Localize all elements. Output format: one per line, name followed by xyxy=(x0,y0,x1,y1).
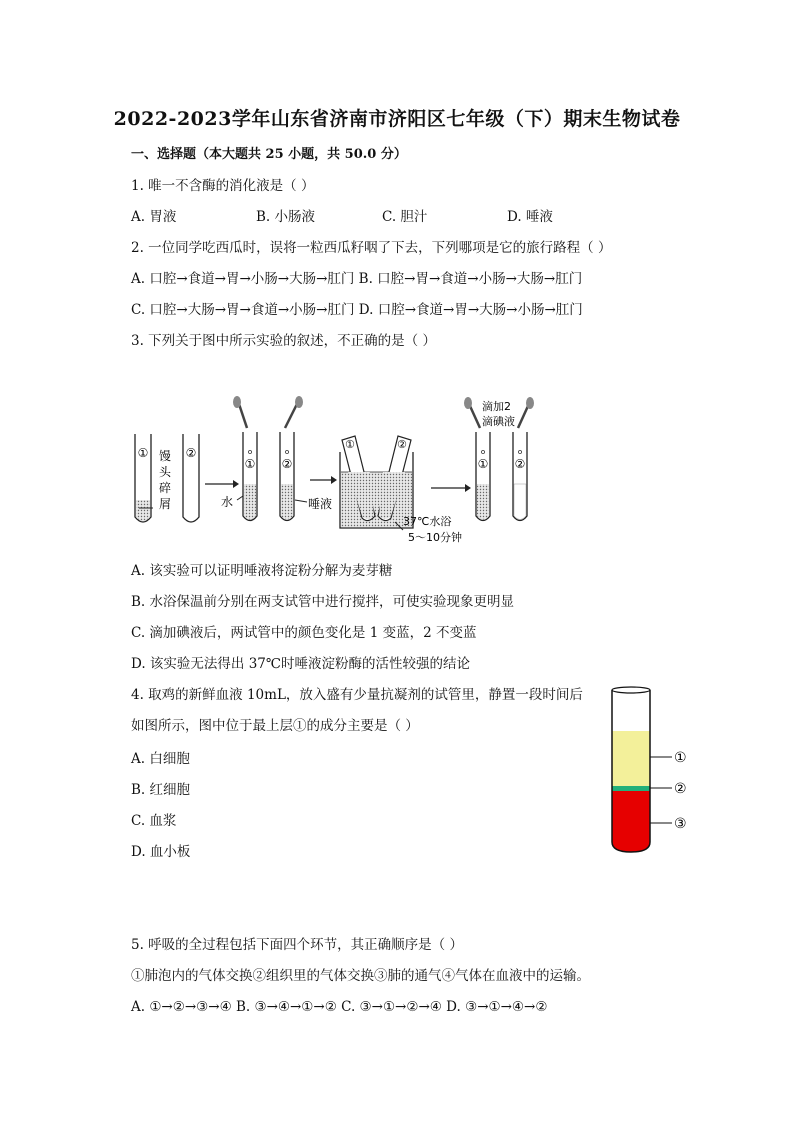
q3-option-b: B. 水浴保温前分别在两支试管中进行搅拌，可使实验现象更明显 xyxy=(131,594,515,610)
q3-option-d: D. 该实验无法得出 37℃时唾液淀粉酶的活性较强的结论 xyxy=(131,656,470,672)
bath-tube-1-label: ① xyxy=(345,438,355,451)
q2-stem: 2. 一位同学吃西瓜时，误将一粒西瓜籽咽了下去，下列哪项是它的旅行路程（ ） xyxy=(131,240,612,256)
mantou-char-4: 屑 xyxy=(158,497,172,511)
q1-stem: 1. 唯一不含酶的消化液是（ ） xyxy=(131,178,315,194)
q3-option-a: A. 该实验可以证明唾液将淀粉分解为麦芽糖 xyxy=(131,563,393,579)
section-heading: 一、选择题（本大题共 25 小题，共 50.0 分） xyxy=(131,147,407,162)
q1-option-c: C. 胆汁 xyxy=(382,209,428,225)
tube-2 xyxy=(183,434,199,522)
tube-pair-water-saliva xyxy=(221,396,332,521)
mantou-char-2: 头 xyxy=(158,465,172,479)
plasma-layer xyxy=(612,731,650,786)
q4-option-d: D. 血小板 xyxy=(131,844,191,860)
iodine-tube-2-label: ② xyxy=(514,457,526,471)
water-label: 水 xyxy=(221,495,234,509)
q4-option-c: C. 血浆 xyxy=(131,813,177,829)
bath-temp-label: 37℃水浴 xyxy=(403,515,452,528)
tube-1 xyxy=(135,434,151,522)
q5-stem: 5. 呼吸的全过程包括下面四个环节，其正确顺序是（ ） xyxy=(131,937,463,953)
saliva-label: 唾液 xyxy=(308,497,333,511)
svg-text:o: o xyxy=(480,448,486,456)
tube-pair-iodine xyxy=(464,397,534,521)
iodine-label-2: 滴碘液 xyxy=(482,415,515,428)
bath-time-label: 5～10分钟 xyxy=(408,531,462,544)
svg-text:o: o xyxy=(247,448,253,456)
page-title: 2022-2023学年山东省济南市济阳区七年级（下）期末生物试卷 xyxy=(113,108,681,130)
q3-option-c: C. 滴加碘液后，两试管中的颜色变化是 1 变蓝，2 不变蓝 xyxy=(131,625,477,641)
q1-option-b: B. 小肠液 xyxy=(256,209,316,225)
bath-tube-2-label: ② xyxy=(397,438,407,451)
q1-option-a: A. 胃液 xyxy=(131,209,177,225)
q3-experiment-figure xyxy=(125,392,545,547)
iodine-label-1: 滴加2 xyxy=(482,400,511,413)
mantou-char-3: 碎 xyxy=(158,481,172,495)
q3-stem: 3. 下列关于图中所示实验的叙述，不正确的是（ ） xyxy=(131,333,436,349)
q5-items: ①肺泡内的气体交换②组织里的气体交换③肺的通气④气体在血液中的运输。 xyxy=(131,968,590,984)
layer-3-label: ③ xyxy=(674,816,687,832)
mantou-char-1: 馒 xyxy=(158,449,172,463)
buffy-coat-layer xyxy=(612,786,650,791)
q2-options-ab: A. 口腔→食道→胃→小肠→大肠→肛门 B. 口腔→胃→食道→小肠→大肠→肛门 xyxy=(131,271,583,287)
q1-option-d: D. 唾液 xyxy=(507,209,553,225)
svg-text:o: o xyxy=(284,448,290,456)
layer-2-label: ② xyxy=(674,781,687,797)
q4-blood-tube-figure xyxy=(600,685,710,860)
red-cell-layer xyxy=(612,791,650,852)
water-bath-beaker xyxy=(340,436,462,544)
q5-options: A. ①→②→③→④ B. ③→④→①→② C. ③→①→②→④ D. ③→①→④→② xyxy=(131,999,548,1015)
q4-option-a: A. 白细胞 xyxy=(131,751,190,767)
svg-text:o: o xyxy=(517,448,523,456)
tube-2-label-b: ② xyxy=(281,457,293,471)
tube-1-label-b: ① xyxy=(244,457,256,471)
tube-2-label: ② xyxy=(185,446,197,460)
tube-1-label: ① xyxy=(137,446,149,460)
layer-1-label: ① xyxy=(674,750,687,766)
q4-option-b: B. 红细胞 xyxy=(131,782,191,798)
iodine-tube-1-label: ① xyxy=(477,457,489,471)
q4-stem-line2: 如图所示，图中位于最上层①的成分主要是（ ） xyxy=(131,718,419,734)
q4-stem-line1: 4. 取鸡的新鲜血液 10mL，放入盛有少量抗凝剂的试管里，静置一段时间后 xyxy=(131,687,583,703)
q2-options-cd: C. 口腔→大肠→胃→食道→小肠→肛门 D. 口腔→食道→胃→大肠→小肠→肛门 xyxy=(131,302,583,318)
